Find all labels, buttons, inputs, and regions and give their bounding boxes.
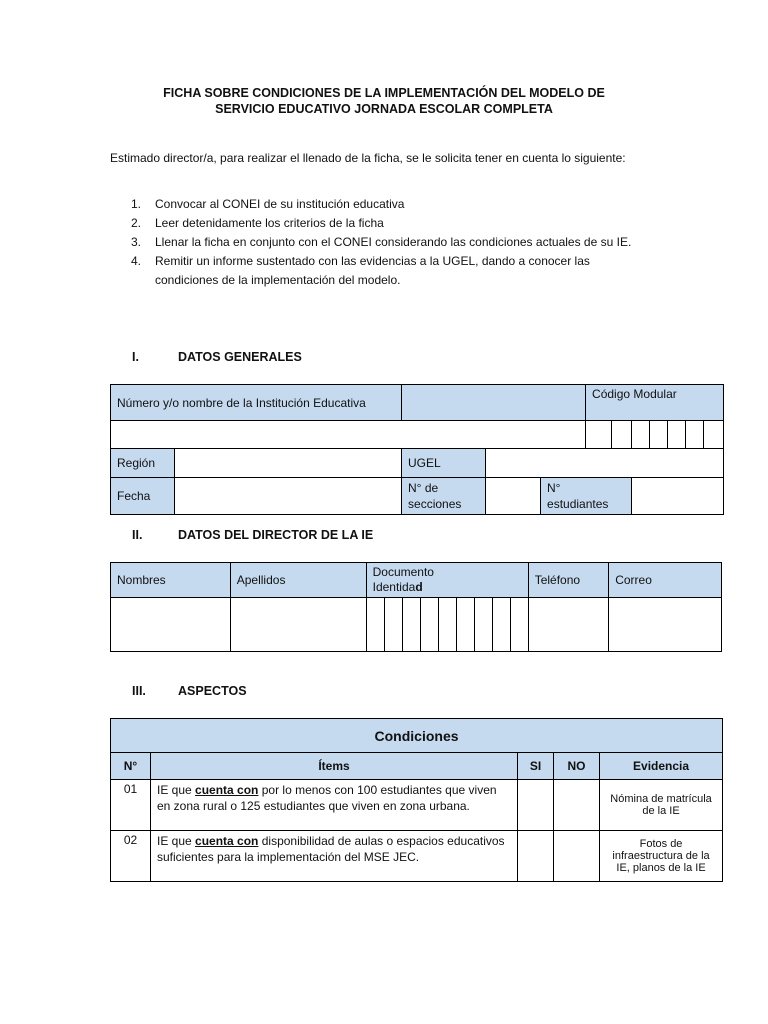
col-evidence-header	[600, 753, 723, 780]
ugel-input[interactable]	[486, 449, 724, 478]
col-items-header	[151, 753, 518, 780]
code-digit-input[interactable]	[704, 421, 724, 449]
date-input[interactable]	[175, 478, 402, 515]
institution-name-input[interactable]	[111, 421, 586, 449]
evidence-cell	[600, 831, 723, 882]
aspects-table	[110, 718, 723, 882]
row-number-text: 01	[123, 782, 138, 796]
row-item	[151, 831, 518, 882]
names-input[interactable]	[111, 598, 231, 652]
code-digit-input[interactable]	[586, 421, 612, 449]
id-digit-input[interactable]	[384, 598, 402, 652]
list-item	[110, 252, 650, 290]
row-number	[111, 780, 151, 831]
date-label: Fecha	[117, 489, 151, 503]
col-no-header	[554, 753, 600, 780]
surnames-label: Apellidos	[236, 573, 286, 587]
col-no-label: NO	[567, 759, 586, 773]
id-digit-input[interactable]	[511, 598, 528, 652]
id-digit-input[interactable]	[366, 598, 384, 652]
no-checkbox-cell[interactable]	[554, 780, 600, 831]
col-items-label: Ítems	[318, 759, 350, 773]
date-label-cell	[111, 478, 175, 515]
section-label: ASPECTOS	[178, 684, 247, 698]
list-item	[110, 195, 650, 214]
list-text: Leer detenidamente los criterios de la ficha	[155, 216, 384, 230]
conditions-header	[111, 719, 723, 753]
item-text-pre: IE que	[157, 834, 196, 848]
row-item	[151, 780, 518, 831]
phone-input[interactable]	[528, 598, 609, 652]
id-digit-input[interactable]	[402, 598, 420, 652]
sections-input[interactable]	[486, 478, 541, 515]
col-si-header	[518, 753, 554, 780]
title-line-2: SERVICIO EDUCATIVO JORNADA ESCOLAR COMPLETA	[215, 102, 553, 116]
row-number	[111, 831, 151, 882]
list-number: 4.	[131, 254, 142, 268]
id-digit-input[interactable]	[493, 598, 511, 652]
col-evidence-label: Evidencia	[633, 759, 690, 773]
item-text-underlined: cuenta con	[195, 783, 259, 797]
section-label: DATOS GENERALES	[178, 350, 302, 364]
list-text: Remitir un informe sustentado con las evidencias a la UGEL, dando a conocer las condiciones de la implementación del modelo.	[155, 254, 590, 287]
item-text-post: disponibilidad de aulas o espacios educativos suficientes para la implementación del MSE JEC.	[157, 834, 505, 864]
table-row	[111, 831, 723, 882]
table-row	[111, 780, 723, 831]
phone-label: Teléfono	[534, 573, 581, 587]
si-checkbox-cell[interactable]	[518, 831, 554, 882]
email-label: Correo	[615, 573, 652, 587]
section-number: III.	[132, 684, 146, 698]
list-number: 1.	[131, 197, 142, 211]
sections-label: N° de secciones	[408, 481, 462, 511]
list-text: Llenar la ficha en conjunto con el CONEI considerando las condiciones actuales de su IE.	[155, 235, 632, 249]
document-title	[100, 85, 668, 117]
intro-text: Estimado director/a, para realizar el llenado de la ficha, se le solicita tener en cuenta lo siguiente:	[110, 151, 626, 165]
item-text-post: por lo menos con 100 estudiantes que viven en zona rural o 125 estudiantes que viven en zona urbana.	[157, 783, 497, 813]
names-label-cell	[111, 563, 231, 598]
email-input[interactable]	[609, 598, 722, 652]
sections-label-cell	[402, 478, 486, 515]
list-item	[110, 214, 650, 233]
students-label-cell	[541, 478, 632, 515]
item-text-pre: IE que	[157, 783, 196, 797]
row-number-text: 02	[123, 833, 138, 847]
id-document-label-bold: d	[415, 580, 423, 594]
general-data-table	[110, 384, 724, 515]
id-document-label-line-1: Documento	[372, 565, 434, 579]
evidence-text: Fotos de infraestructura de la IE, planos de la IE	[612, 838, 710, 874]
id-document-label-line-2	[373, 580, 522, 595]
id-digit-input[interactable]	[420, 598, 438, 652]
surnames-input[interactable]	[230, 598, 366, 652]
item-text-underlined: cuenta con	[195, 834, 259, 848]
names-label: Nombres	[117, 573, 166, 587]
id-digit-input[interactable]	[439, 598, 457, 652]
id-digit-input[interactable]	[457, 598, 475, 652]
code-digit-input[interactable]	[650, 421, 668, 449]
code-digit-input[interactable]	[632, 421, 650, 449]
section-number: I.	[132, 350, 139, 364]
institution-label: Número y/o nombre de la Institución Educativa	[117, 395, 366, 410]
ugel-label: UGEL	[408, 456, 441, 470]
instruction-list	[110, 195, 650, 290]
list-number: 3.	[131, 235, 142, 249]
id-document-label-text: Identida	[372, 580, 416, 594]
region-label-cell	[111, 449, 175, 478]
email-label-cell	[609, 563, 722, 598]
institution-input[interactable]	[402, 385, 586, 421]
code-digit-input[interactable]	[686, 421, 704, 449]
section-label: DATOS DEL DIRECTOR DE LA IE	[178, 528, 374, 542]
evidence-text: Nómina de matrícula de la IE	[610, 793, 712, 817]
students-input[interactable]	[632, 478, 724, 515]
col-num-label: N°	[123, 759, 138, 773]
students-label: N° estudiantes	[547, 481, 609, 511]
no-checkbox-cell[interactable]	[554, 831, 600, 882]
list-number: 2.	[131, 216, 142, 230]
code-label-cell	[586, 385, 724, 421]
section-number: II.	[132, 528, 143, 542]
si-checkbox-cell[interactable]	[518, 780, 554, 831]
code-digit-input[interactable]	[668, 421, 686, 449]
list-item	[110, 233, 650, 252]
title-line-1: FICHA SOBRE CONDICIONES DE LA IMPLEMENTACIÓN DEL MODELO DE	[163, 86, 605, 100]
id-digit-input[interactable]	[475, 598, 493, 652]
conditions-header-label: Condiciones	[374, 727, 459, 744]
col-si-label: SI	[529, 759, 542, 773]
institution-label-cell	[111, 385, 402, 421]
surnames-label-cell	[230, 563, 366, 598]
list-text: Convocar al CONEI de su institución educativa	[155, 197, 405, 211]
code-label: Código Modular	[592, 387, 677, 401]
col-num-header	[111, 753, 151, 780]
evidence-cell	[600, 780, 723, 831]
region-label: Región	[117, 456, 156, 470]
phone-label-cell	[528, 563, 609, 598]
code-digit-input[interactable]	[612, 421, 632, 449]
region-input[interactable]	[175, 449, 402, 478]
id-document-label-cell	[366, 563, 528, 598]
ugel-label-cell	[402, 449, 486, 478]
director-data-table	[110, 562, 722, 652]
